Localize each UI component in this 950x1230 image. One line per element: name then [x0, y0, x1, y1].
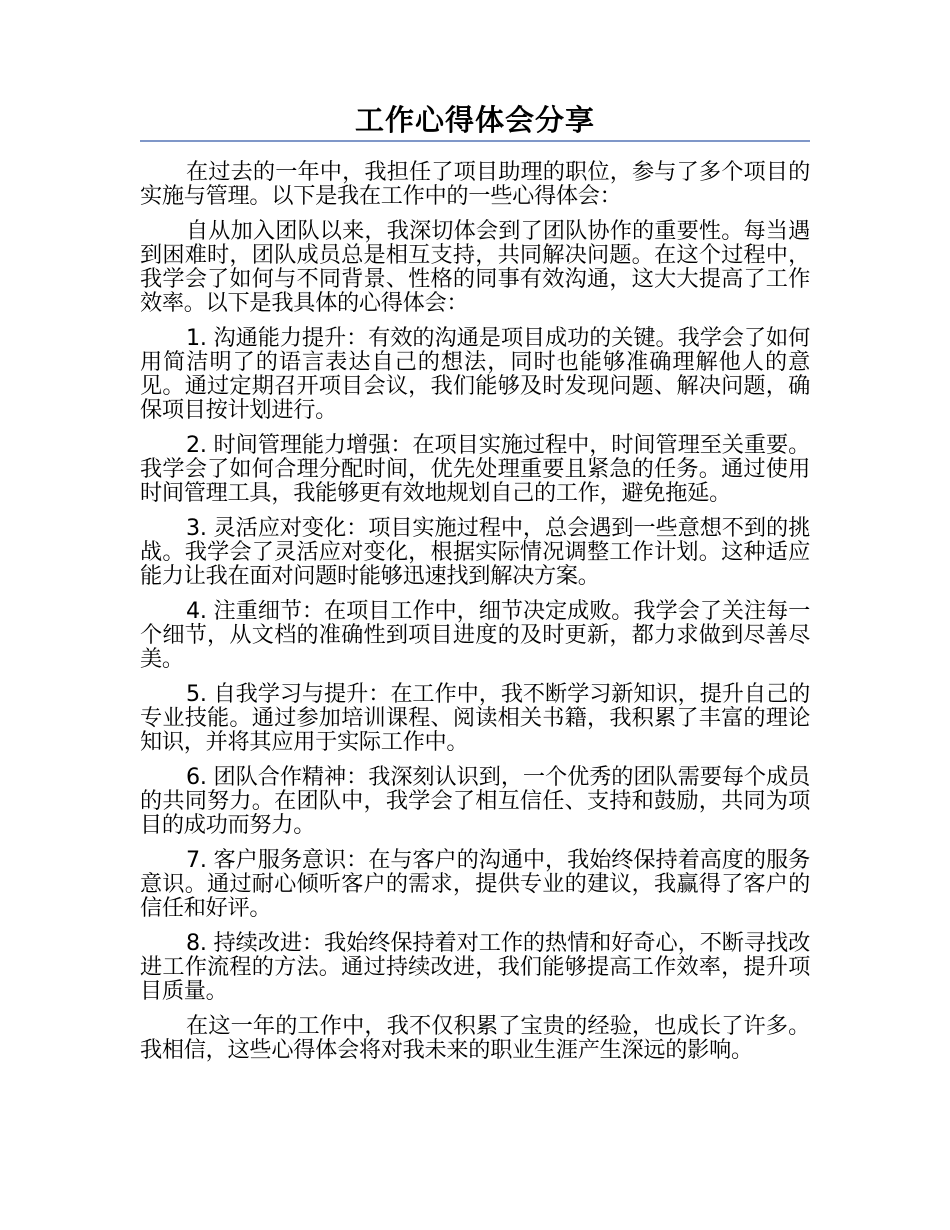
- document-page: [140, 100, 810, 1073]
- paragraph-point-6: 6. 团队合作精神：我深刻认识到，一个优秀的团队需要每个成员的共同努力。在团队中，我学会了相互信任、支持和鼓励，共同为项目的成功而努力。: [140, 764, 810, 838]
- document-title: 工作心得体会分享: [140, 100, 810, 142]
- paragraph-point-1: 1. 沟通能力提升：有效的沟通是项目成功的关键。我学会了如何用简洁明了的语言表达自己的想法，同时也能够准确理解他人的意见。通过定期召开项目会议，我们能够及时发现问题、解决问题，确保项目按计划进行。: [140, 325, 810, 423]
- paragraph-point-7: 7. 客户服务意识：在与客户的沟通中，我始终保持着高度的服务意识。通过耐心倾听客户的需求，提供专业的建议，我赢得了客户的信任和好评。: [140, 847, 810, 921]
- paragraph-conclusion: 在这一年的工作中，我不仅积累了宝贵的经验，也成长了许多。我相信，这些心得体会将对我未来的职业生涯产生深远的影响。: [140, 1013, 810, 1063]
- paragraph-point-3: 3. 灵活应对变化：项目实施过程中，总会遇到一些意想不到的挑战。我学会了灵活应对变化，根据实际情况调整工作计划。这种适应能力让我在面对问题时能够迅速找到解决方案。: [140, 515, 810, 589]
- document-body: [140, 160, 810, 1062]
- paragraph-point-5: 5. 自我学习与提升：在工作中，我不断学习新知识，提升自己的专业技能。通过参加培训课程、阅读相关书籍，我积累了丰富的理论知识，并将其应用于实际工作中。: [140, 681, 810, 755]
- paragraph-point-8: 8. 持续改进：我始终保持着对工作的热情和好奇心，不断寻找改进工作流程的方法。通过持续改进，我们能够提高工作效率，提升项目质量。: [140, 930, 810, 1004]
- paragraph-point-2: 2. 时间管理能力增强：在项目实施过程中，时间管理至关重要。我学会了如何合理分配时间，优先处理重要且紧急的任务。通过使用时间管理工具，我能够更有效地规划自己的工作，避免拖延。: [140, 432, 810, 506]
- paragraph-point-4: 4. 注重细节：在项目工作中，细节决定成败。我学会了关注每一个细节，从文档的准确性到项目进度的及时更新，都力求做到尽善尽美。: [140, 598, 810, 672]
- paragraph-team: 自从加入团队以来，我深切体会到了团队协作的重要性。每当遇到困难时，团队成员总是相互支持，共同解决问题。在这个过程中，我学会了如何与不同背景、性格的同事有效沟通，这大大提高了工作效率。以下是我具体的心得体会：: [140, 218, 810, 316]
- paragraph-intro: 在过去的一年中，我担任了项目助理的职位，参与了多个项目的实施与管理。以下是我在工作中的一些心得体会：: [140, 159, 810, 209]
